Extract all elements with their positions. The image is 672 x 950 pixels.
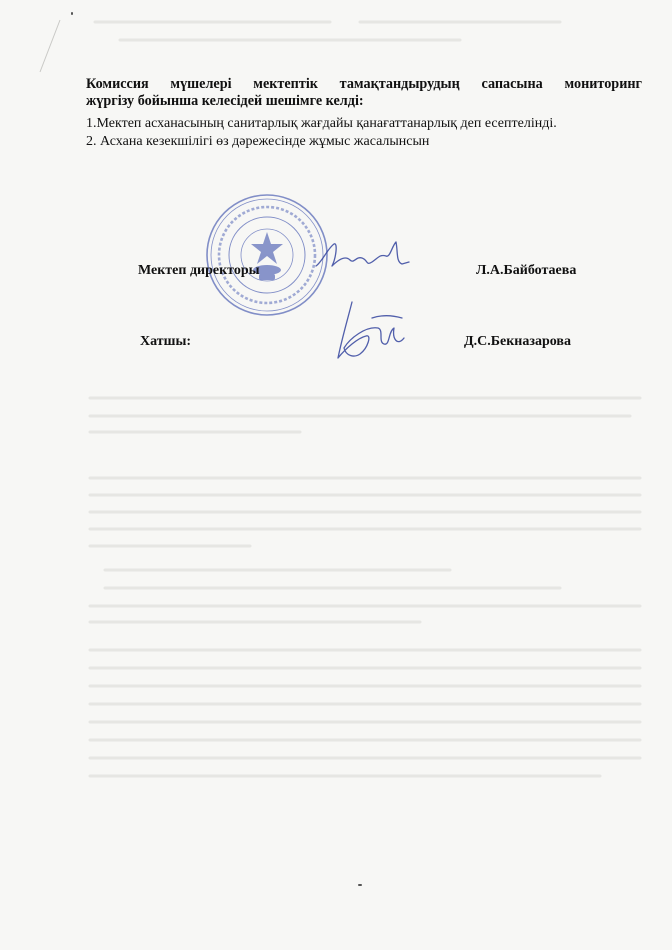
scan-speck	[358, 884, 362, 886]
director-title: Мектеп директоры	[138, 263, 260, 278]
secretary-title: Хатшы:	[140, 334, 192, 349]
director-signature	[312, 236, 412, 276]
director-name: Л.А.Байботаева	[476, 263, 577, 278]
scan-speck-top	[71, 12, 73, 15]
secretary-name: Д.С.Бекназарова	[464, 334, 571, 349]
secretary-signature	[328, 298, 418, 368]
decision-item-2: 2. Асхана кезекшілігі өз дәрежесінде жұмыс жасалынсын	[86, 134, 430, 149]
decision-intro-line-1: Комиссия мүшелері мектептік тамақтандырудың сапасына мониторинг	[86, 76, 642, 92]
decision-item-1: 1.Мектеп асханасының санитарлық жағдайы қанағаттанарлық деп есептелінді.	[86, 116, 557, 131]
decision-intro-line-2: жүргізу бойынша келесідей шешімге келді:	[86, 93, 364, 109]
